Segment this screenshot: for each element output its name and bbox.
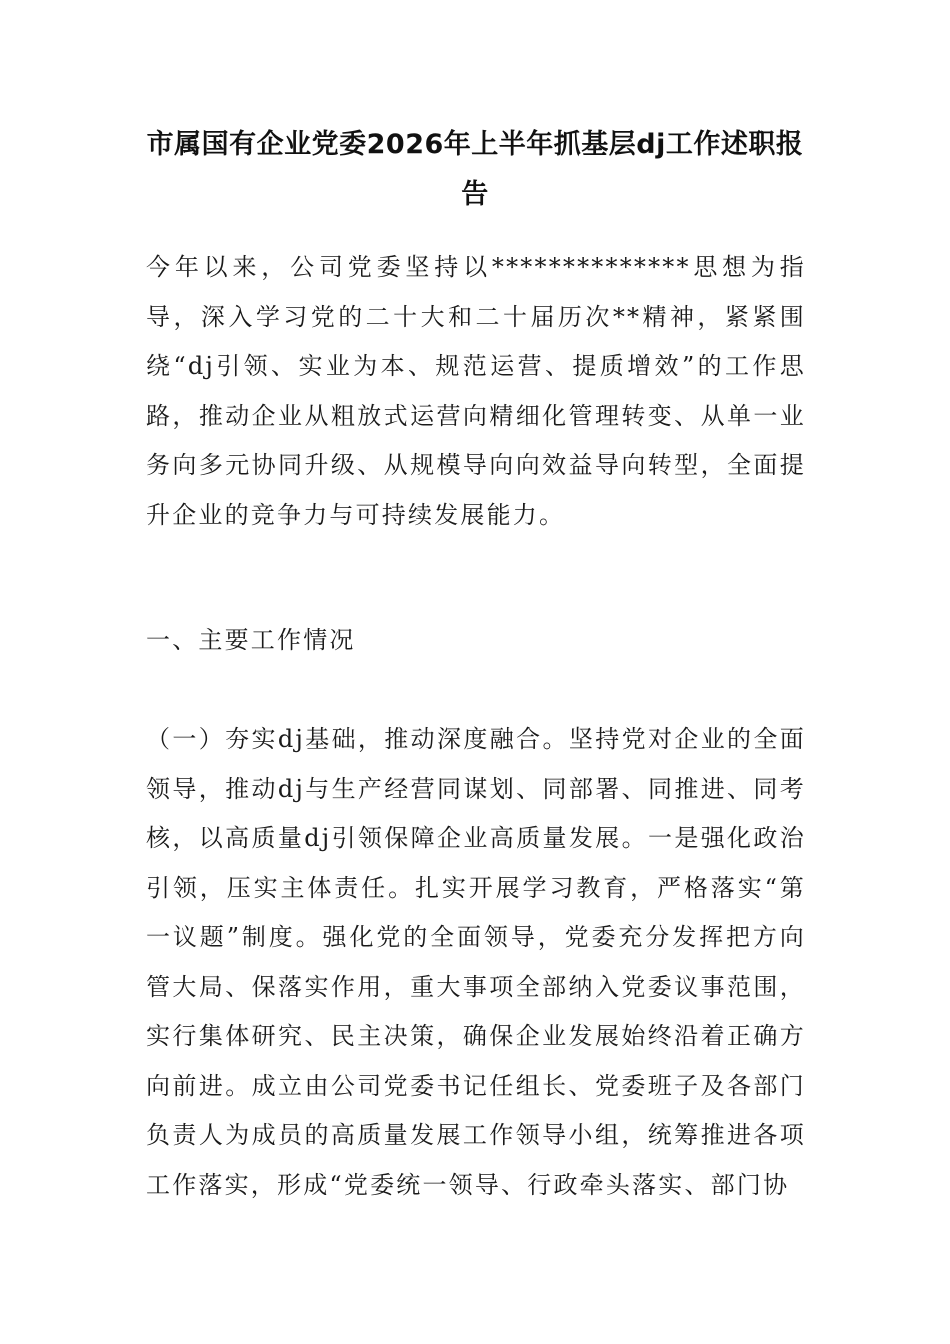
section-heading: 一、主要工作情况 — [146, 626, 356, 654]
subsection-paragraph: （一）夯实dj基础，推动深度融合。坚持党对企业的全面领导，推动dj与生产经营同谋划、同部署、同推进、同考核，以高质量dj引领保障企业高质量发展。一是强化政治引领，压实主体责任。扎实开展学习教育，严格落实“第一议题”制度。强化党的全面领导，党委充分发挥把方向管大局、保落实作用，重大事项全部纳入党委议事范围，实行集体研究、民主决策，确保企业发展始终沿着正确方向前进。成立由公司党委书记任组长、党委班子及各部门负责人为成员的高质量发展工作领导小组，统筹推进各项工作落实，形成“党委统一领导、行政牵头落实、部门协 — [146, 725, 806, 1199]
intro-paragraph: 今年以来，公司党委坚持以**************思想为指导，深入学习党的二十大和二十届历次**精神，紧紧围绕“dj引领、实业为本、规范运营、提质增效”的工作思路，推动企业从粗放式运营向精细化管理转变、从单一业务向多元协同升级、从规模导向向效益导向转型，全面提升企业的竞争力与可持续发展能力。 — [146, 253, 806, 529]
document-title: 市属国有企业党委2026年上半年抓基层dj工作述职报告 — [146, 129, 804, 210]
